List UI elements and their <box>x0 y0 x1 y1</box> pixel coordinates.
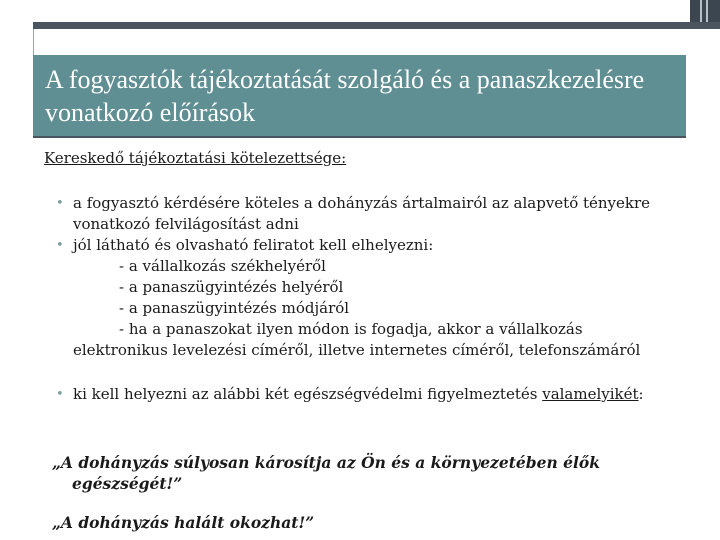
bullet-list <box>56 193 696 405</box>
sub-item: - ha a panaszokat ilyen módon is fogadja, akkor a vállalkozás <box>119 320 583 338</box>
sub-item: - a panaszügyintézés helyéről <box>119 278 344 296</box>
bullet-icon: • <box>56 196 64 211</box>
bullet-text: a fogyasztó kérdésére köteles a dohányzás ártalmairól az alapvető tényekre <box>73 194 651 212</box>
underlined-word: valamelyikét <box>542 385 639 403</box>
bullet-text: vonatkozó felvilágosítást adni <box>73 215 299 233</box>
quote-line: „A dohányzás súlyosan károsítja az Ön és a környezetében élők <box>52 453 600 472</box>
warning-quote-1 <box>52 452 612 494</box>
left-rule <box>33 29 34 55</box>
bullet-text: jól látható és olvasható feliratot kell elhelyezni: <box>73 236 434 254</box>
corner-line <box>706 0 708 22</box>
quote-line: egészségét!” <box>72 474 183 493</box>
corner-decoration <box>690 0 720 22</box>
bullet-icon: • <box>56 387 64 402</box>
top-background <box>0 0 690 22</box>
bullet-item <box>56 235 696 361</box>
bullet-text: elektronikus levelezési címéről, illetve internetes címéről, telefonszámáról <box>73 341 641 359</box>
bullet-icon: • <box>56 238 64 253</box>
bullet-text-part: : <box>638 385 644 403</box>
bullet-text <box>73 384 696 405</box>
subheading: Kereskedő tájékoztatási kötelezettsége: <box>44 149 347 167</box>
sub-item: - a panaszügyintézés módjáról <box>119 299 350 317</box>
warning-quote-2: „A dohányzás halált okozhat!” <box>52 513 315 532</box>
slide-title: A fogyasztók tájékoztatását szolgáló és a panaszkezelésre vonatkozó előírások <box>45 65 645 127</box>
top-strip <box>33 22 720 29</box>
bullet-item <box>56 193 696 235</box>
bullet-item <box>56 384 696 405</box>
sub-item: - a vállalkozás székhelyéről <box>119 257 326 275</box>
corner-line <box>700 0 702 22</box>
title-box <box>33 55 686 138</box>
bullet-text-part: ki kell helyezni az alábbi két egészségvédelmi figyelmeztetés <box>73 385 543 403</box>
